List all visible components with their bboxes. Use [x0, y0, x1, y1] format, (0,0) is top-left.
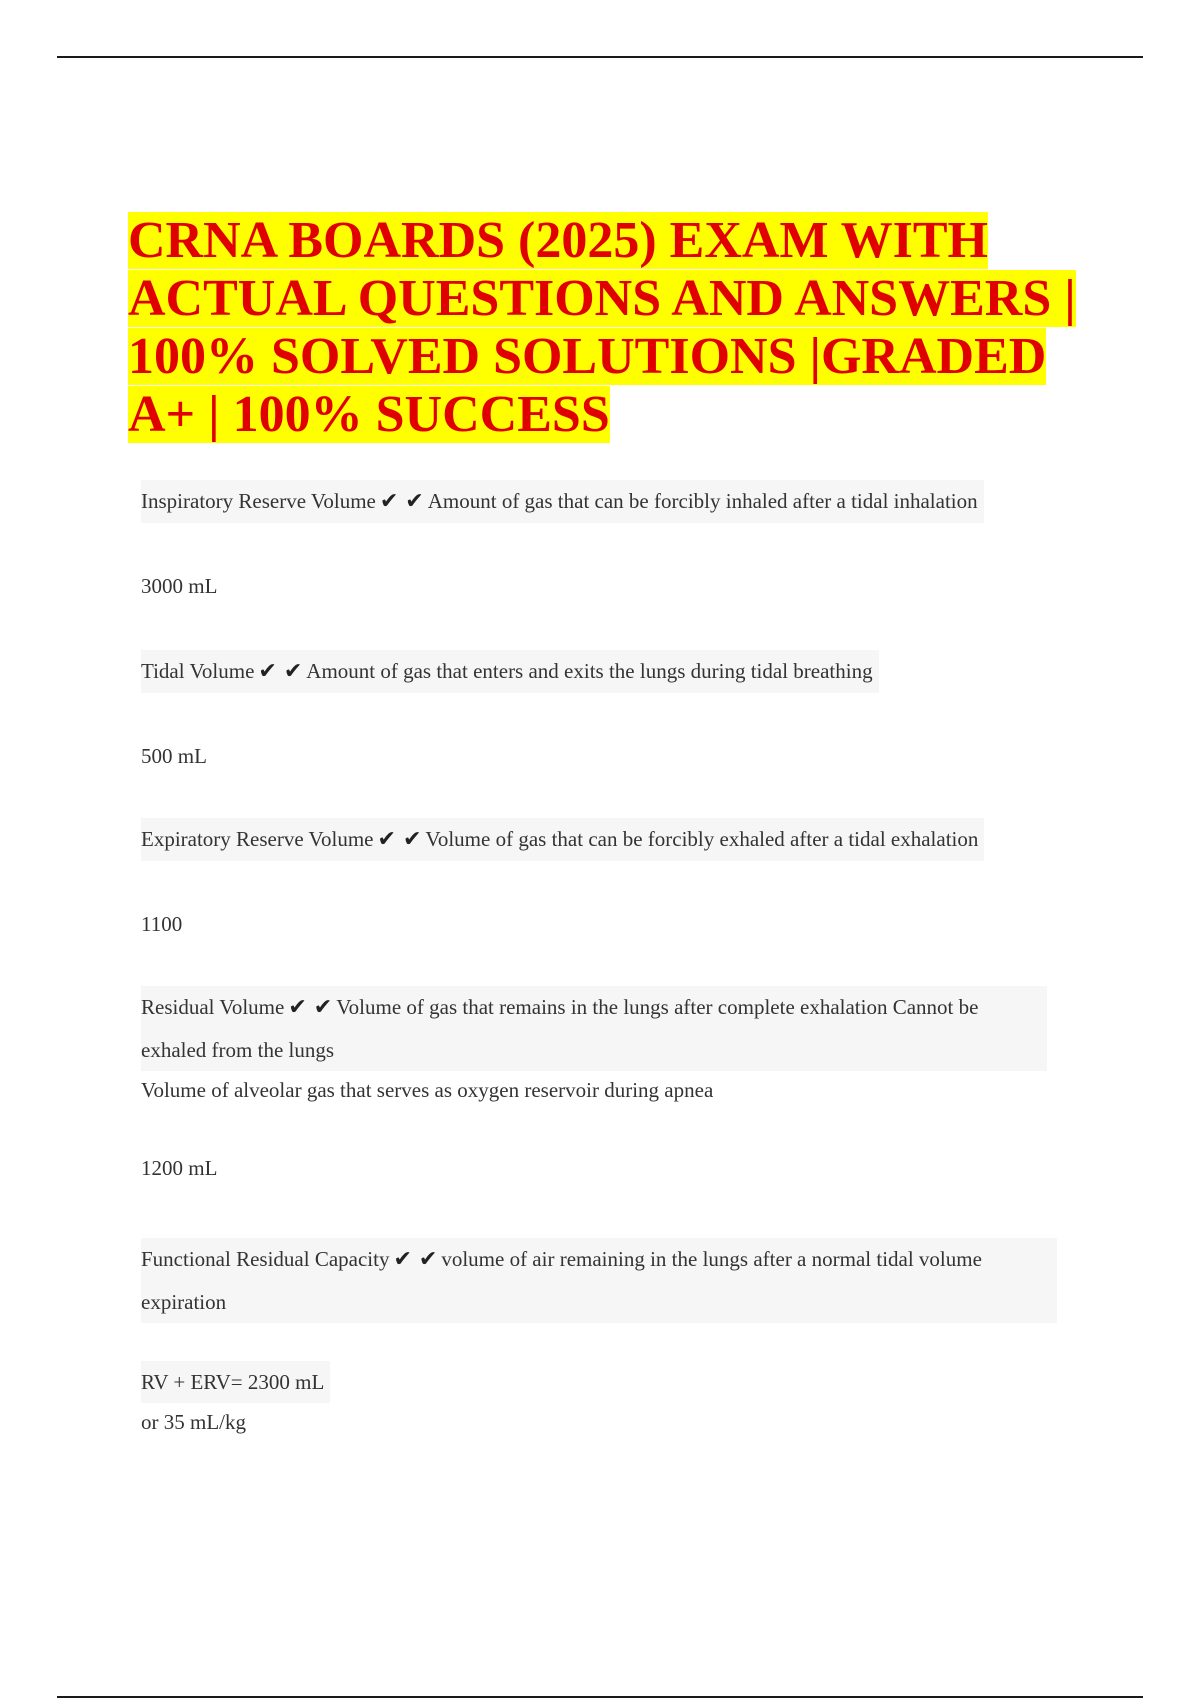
- check-marks-icon: ✔ ✔: [288, 995, 333, 1020]
- flashcard-functional-residual-capacity: [141, 1238, 1061, 1443]
- question-line: [141, 480, 984, 523]
- term: Inspiratory Reserve Volume: [141, 489, 376, 513]
- definition: Amount of gas that can be forcibly inhaled after a tidal inhalation: [427, 489, 978, 513]
- answer-value: 1200 mL: [141, 1156, 218, 1180]
- document-title: [128, 212, 1108, 444]
- top-rule: [57, 56, 1143, 58]
- term: Residual Volume: [141, 995, 285, 1019]
- flashcard-residual-volume: [141, 986, 1061, 1189]
- question-line: [141, 650, 879, 693]
- check-marks-icon: ✔ ✔: [258, 659, 303, 684]
- answer-value: 3000 mL: [141, 574, 218, 598]
- term: Tidal Volume: [141, 659, 255, 683]
- term: Expiratory Reserve Volume: [141, 827, 374, 851]
- definition: Volume of gas that can be forcibly exhaled after a tidal exhalation: [425, 827, 979, 851]
- answer-value: 500 mL: [141, 744, 207, 768]
- definition: volume of air remaining in the lungs after a normal tidal volume expiration: [141, 1247, 982, 1314]
- bottom-rule: [57, 1696, 1143, 1698]
- answer-value: RV + ERV= 2300 mL: [141, 1361, 330, 1403]
- definition-extra: Volume of alveolar gas that serves as oxygen reservoir during apnea: [141, 1078, 714, 1102]
- definition: Volume of gas that remains in the lungs after complete exhalation Cannot be exhaled from the lungs: [141, 995, 979, 1062]
- question-line: [141, 986, 1047, 1071]
- check-marks-icon: ✔ ✔: [393, 1247, 438, 1272]
- check-marks-icon: ✔ ✔: [379, 489, 424, 514]
- flashcard-tidal-volume: [141, 650, 1061, 777]
- check-marks-icon: ✔ ✔: [377, 827, 422, 852]
- question-line: [141, 818, 984, 861]
- flashcard-inspiratory-reserve-volume: [141, 480, 1061, 607]
- answer-value: 1100: [141, 912, 183, 936]
- answer-value-extra: or 35 mL/kg: [141, 1410, 246, 1434]
- flashcard-expiratory-reserve-volume: [141, 818, 1061, 945]
- definition: Amount of gas that enters and exits the lungs during tidal breathing: [306, 659, 873, 683]
- question-line: [141, 1238, 1057, 1323]
- term: Functional Residual Capacity: [141, 1247, 390, 1271]
- document-title-text: CRNA BOARDS (2025) EXAM WITH ACTUAL QUESTIONS AND ANSWERS | 100% SOLVED SOLUTIONS |GRADED A+ | 100% SUCCESS: [128, 212, 1076, 443]
